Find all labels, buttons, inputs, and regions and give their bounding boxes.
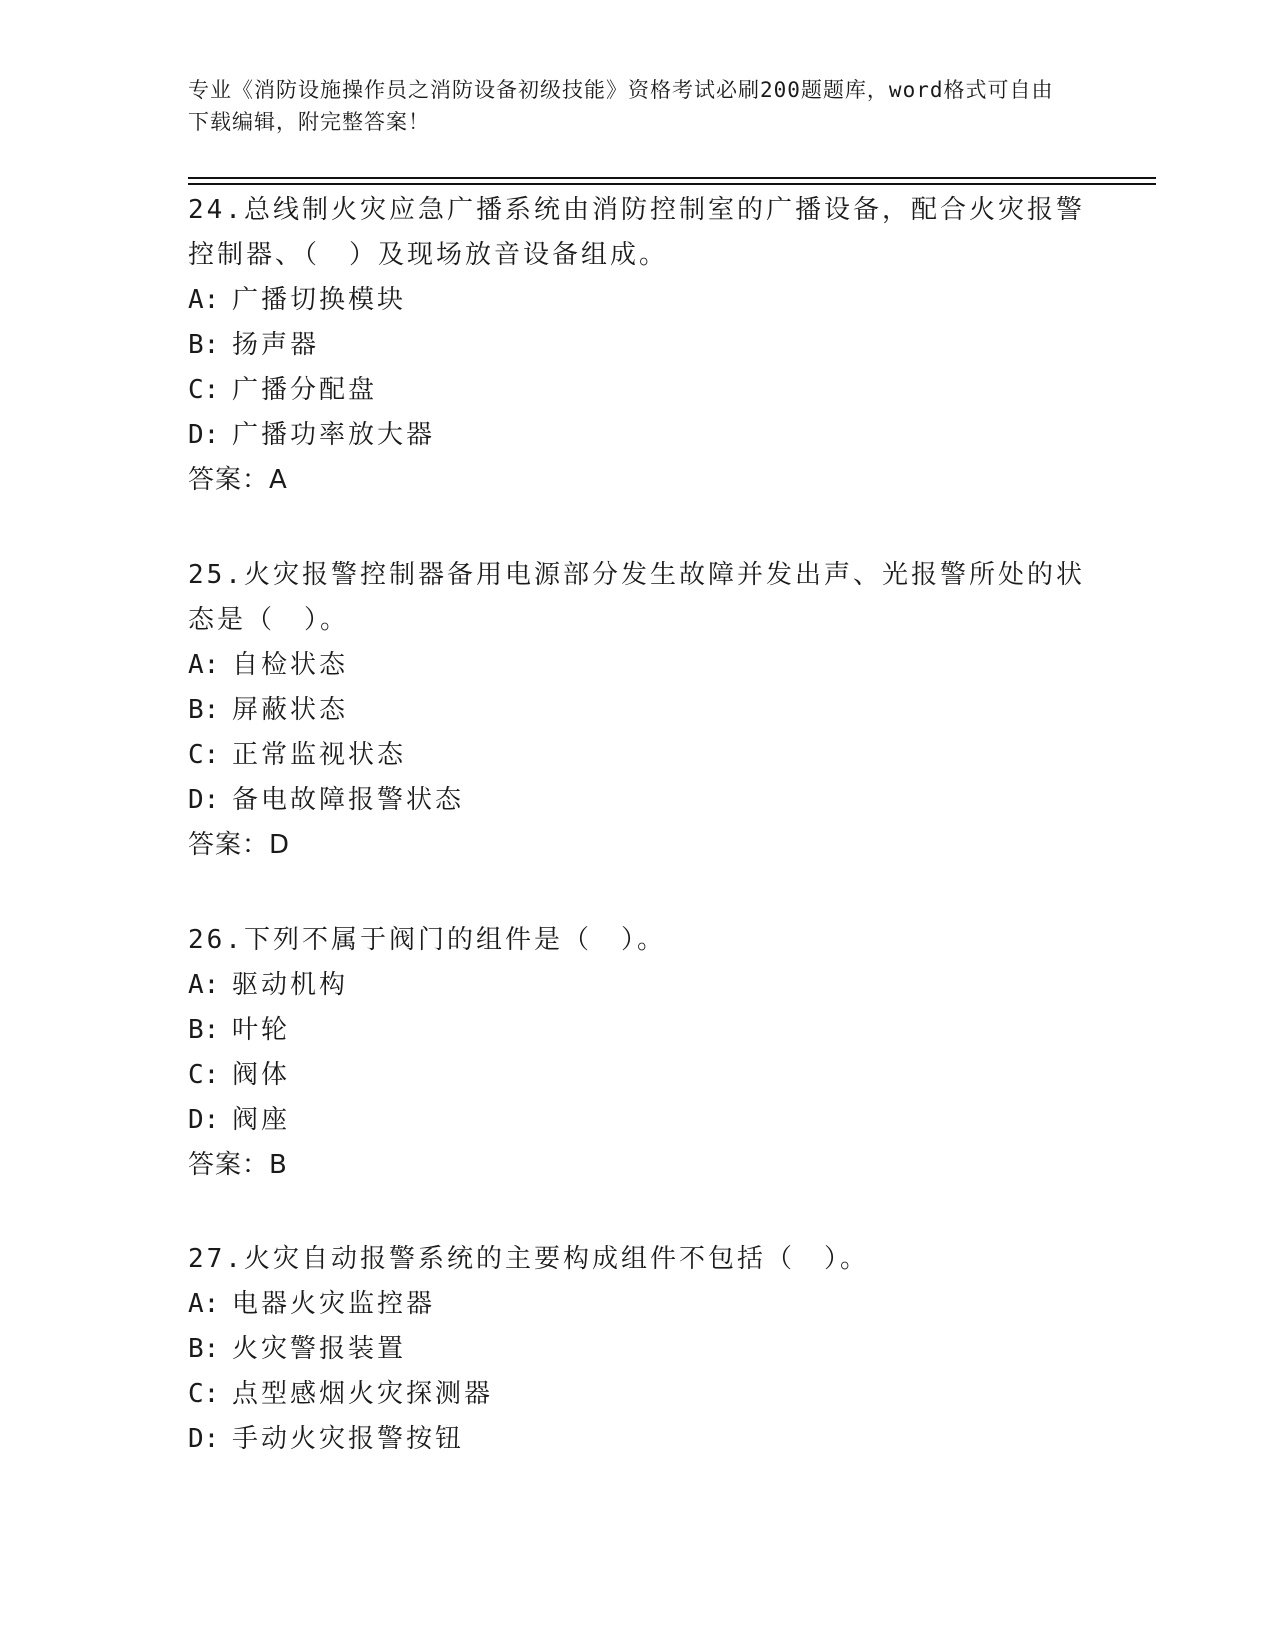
option-d [188, 1098, 1088, 1143]
option-text: 手动火灾报警按钮 [232, 1424, 465, 1454]
option-text: 屏蔽状态 [232, 695, 349, 725]
option-text: 广播分配盘 [232, 375, 378, 405]
option-text: 正常监视状态 [232, 740, 407, 770]
option-letter: B: [188, 1334, 220, 1364]
option-d [188, 778, 1088, 823]
option-text: 备电故障报警状态 [232, 785, 465, 815]
option-letter: D: [188, 785, 220, 815]
option-b [188, 1327, 1088, 1372]
option-c [188, 1372, 1088, 1417]
question-25 [188, 553, 1088, 868]
option-letter: C: [188, 1060, 220, 1090]
option-a [188, 1282, 1088, 1327]
option-c [188, 733, 1088, 778]
option-text: 自检状态 [232, 650, 349, 680]
option-c [188, 1053, 1088, 1098]
option-c [188, 368, 1088, 413]
option-letter: C: [188, 740, 220, 770]
option-letter: B: [188, 330, 220, 360]
option-text: 电器火灾监控器 [232, 1289, 436, 1319]
question-stem: 27.火灾自动报警系统的主要构成组件不包括（ ）。 [188, 1244, 869, 1274]
option-text: 驱动机构 [232, 970, 349, 1000]
option-text: 点型感烟火灾探测器 [232, 1379, 494, 1409]
option-a [188, 643, 1088, 688]
question-27 [188, 1237, 1088, 1462]
option-letter: D: [188, 1424, 220, 1454]
option-text: 广播切换模块 [232, 285, 407, 315]
option-letter: B: [188, 1015, 220, 1045]
document-header: 专业《消防设施操作员之消防设备初级技能》资格考试必刷200题题库，word格式可自由下载编辑，附完整答案！ [188, 78, 1054, 134]
answer-line: 答案：B [188, 1150, 288, 1180]
option-letter: B: [188, 695, 220, 725]
option-text: 扬声器 [232, 330, 320, 360]
option-letter: D: [188, 1105, 220, 1135]
option-a [188, 278, 1088, 323]
option-letter: A: [188, 285, 220, 315]
option-letter: C: [188, 1379, 220, 1409]
option-a [188, 963, 1088, 1008]
option-letter: A: [188, 650, 220, 680]
option-text: 叶轮 [232, 1015, 291, 1045]
answer-line: 答案：A [188, 465, 288, 495]
option-text: 阀体 [232, 1060, 291, 1090]
question-26 [188, 918, 1088, 1188]
option-b [188, 688, 1088, 733]
option-text: 火灾警报装置 [232, 1334, 407, 1364]
option-letter: C: [188, 375, 220, 405]
option-d [188, 413, 1088, 458]
header-divider-bottom [188, 183, 1156, 185]
option-text: 广播功率放大器 [232, 420, 436, 450]
option-letter: A: [188, 970, 220, 1000]
question-stem: 25.火灾报警控制器备用电源部分发生故障并发出声、光报警所处的状态是（ ）。 [188, 560, 1085, 635]
answer-line: 答案：D [188, 830, 291, 860]
question-stem: 26.下列不属于阀门的组件是（ ）。 [188, 925, 666, 955]
option-text: 阀座 [232, 1105, 291, 1135]
option-b [188, 323, 1088, 368]
question-24 [188, 188, 1088, 503]
question-stem: 24.总线制火灾应急广播系统由消防控制室的广播设备，配合火灾报警控制器、（ ）及现场放音设备组成。 [188, 195, 1085, 270]
header-divider-top [188, 177, 1156, 179]
option-d [188, 1417, 1088, 1462]
option-letter: D: [188, 420, 220, 450]
option-b [188, 1008, 1088, 1053]
option-letter: A: [188, 1289, 220, 1319]
